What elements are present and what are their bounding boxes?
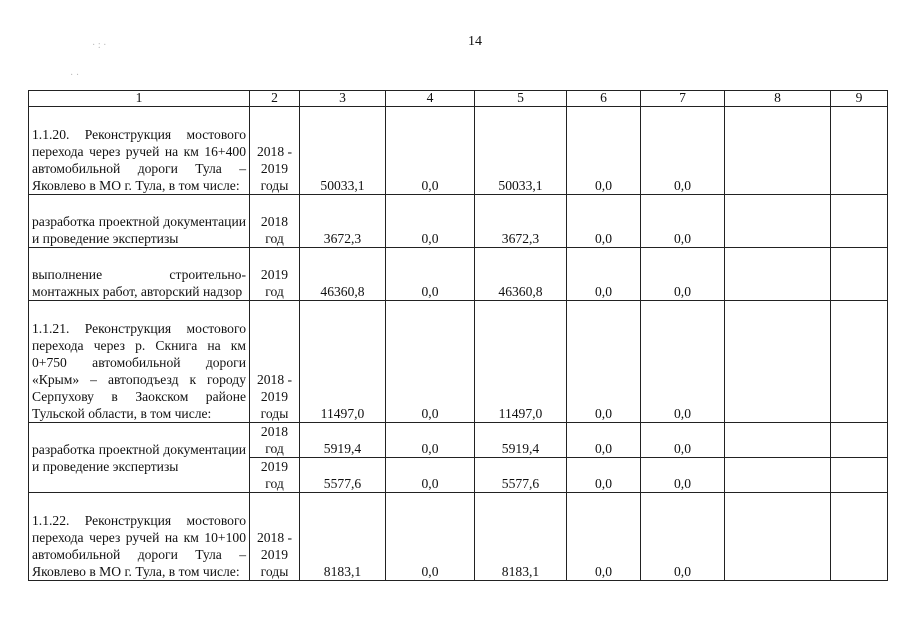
value-cell: 0,0 — [567, 458, 641, 493]
empty-cell — [831, 423, 888, 458]
value-cell: 5919,4 — [475, 423, 567, 458]
value-cell: 3672,3 — [475, 195, 567, 248]
period-cell: 2018 год — [250, 195, 300, 248]
header-cell: 3 — [300, 91, 386, 107]
value-cell: 0,0 — [567, 423, 641, 458]
value-cell: 0,0 — [567, 493, 641, 581]
table-row — [29, 248, 888, 301]
empty-cell — [725, 195, 831, 248]
empty-cell — [831, 301, 888, 423]
period-cell: 2019 год — [250, 248, 300, 301]
value-cell: 0,0 — [567, 248, 641, 301]
period-cell: 2018 - 2019 годы — [250, 301, 300, 423]
period-cell: 2018 - 2019 годы — [250, 493, 300, 581]
value-cell: 3672,3 — [300, 195, 386, 248]
empty-cell — [831, 107, 888, 195]
period-cell: 2018 - 2019 годы — [250, 107, 300, 195]
value-cell: 0,0 — [567, 107, 641, 195]
value-cell: 5577,6 — [475, 458, 567, 493]
header-cell: 4 — [386, 91, 475, 107]
value-cell: 46360,8 — [300, 248, 386, 301]
table-row — [29, 107, 888, 195]
value-cell: 5577,6 — [300, 458, 386, 493]
header-cell: 8 — [725, 91, 831, 107]
empty-cell — [725, 423, 831, 458]
header-cell: 2 — [250, 91, 300, 107]
value-cell: 0,0 — [567, 301, 641, 423]
table-row — [29, 301, 888, 423]
header-cell: 1 — [29, 91, 250, 107]
scan-artifact: · · — [70, 70, 80, 81]
value-cell: 0,0 — [386, 493, 475, 581]
value-cell: 0,0 — [386, 107, 475, 195]
header-row — [29, 91, 888, 107]
description-cell: выполнение строительно-монтажных работ, авторский надзор — [29, 248, 250, 301]
description-cell: разработка проектной документации и проведение экспертизы — [29, 423, 250, 493]
description-cell: разработка проектной документации и проведение экспертизы — [29, 195, 250, 248]
budget-table-container — [28, 90, 888, 581]
value-cell: 0,0 — [641, 301, 725, 423]
value-cell: 8183,1 — [475, 493, 567, 581]
value-cell: 0,0 — [641, 107, 725, 195]
value-cell: 0,0 — [386, 301, 475, 423]
empty-cell — [831, 248, 888, 301]
header-cell: 5 — [475, 91, 567, 107]
empty-cell — [725, 301, 831, 423]
value-cell: 46360,8 — [475, 248, 567, 301]
empty-cell — [725, 458, 831, 493]
value-cell: 0,0 — [641, 493, 725, 581]
period-cell: 2018 год — [250, 423, 300, 458]
period-cell: 2019 год — [250, 458, 300, 493]
value-cell: 8183,1 — [300, 493, 386, 581]
value-cell: 0,0 — [386, 195, 475, 248]
description-cell: 1.1.20. Реконструкция мостового перехода через ручей на км 16+400 автомобильной дороги Тула – Яковлево в МО г. Тула, в том числе: — [29, 107, 250, 195]
page-number: 14 — [468, 34, 482, 49]
value-cell: 11497,0 — [300, 301, 386, 423]
budget-table — [28, 90, 888, 581]
value-cell: 0,0 — [641, 195, 725, 248]
value-cell: 5919,4 — [300, 423, 386, 458]
empty-cell — [725, 493, 831, 581]
empty-cell — [831, 458, 888, 493]
value-cell: 11497,0 — [475, 301, 567, 423]
empty-cell — [725, 248, 831, 301]
empty-cell — [831, 493, 888, 581]
value-cell: 0,0 — [567, 195, 641, 248]
value-cell: 0,0 — [386, 458, 475, 493]
value-cell: 0,0 — [641, 248, 725, 301]
empty-cell — [725, 107, 831, 195]
value-cell: 0,0 — [641, 458, 725, 493]
value-cell: 0,0 — [386, 248, 475, 301]
value-cell: 0,0 — [641, 423, 725, 458]
value-cell: 0,0 — [386, 423, 475, 458]
header-cell: 6 — [567, 91, 641, 107]
table-row — [29, 423, 888, 458]
table-row — [29, 493, 888, 581]
description-cell: 1.1.22. Реконструкция мостового перехода через ручей на км 10+100 автомобильной дороги Тула – Яковлево в МО г. Тула, в том числе: — [29, 493, 250, 581]
value-cell: 50033,1 — [300, 107, 386, 195]
header-cell: 7 — [641, 91, 725, 107]
empty-cell — [831, 195, 888, 248]
table-row — [29, 195, 888, 248]
scan-artifact: · : · — [92, 40, 107, 51]
header-cell: 9 — [831, 91, 888, 107]
description-cell: 1.1.21. Реконструкция мостового перехода через р. Скнига на км 0+750 автомобильной дороги «Крым» – автоподъезд к городу Серпухову в Заокском районе Тульской области, в том числе: — [29, 301, 250, 423]
value-cell: 50033,1 — [475, 107, 567, 195]
